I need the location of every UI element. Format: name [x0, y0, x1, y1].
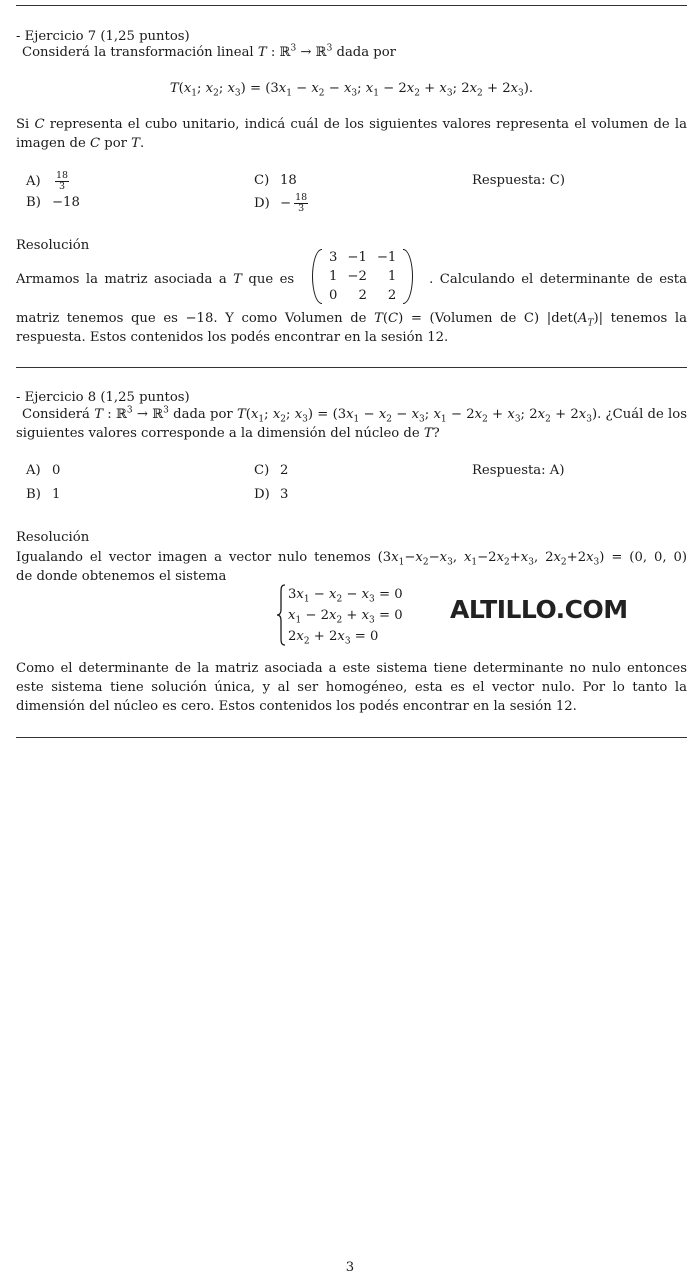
equation-2: $x_1 - 2x_2 + x_3 = 0$ [288, 608, 403, 626]
ex8-option-c: C) 2 [254, 463, 289, 478]
ex7-title: - Ejercicio 7 (1,25 puntos) [16, 29, 190, 44]
system-equations [288, 584, 403, 647]
ex8-resolucion-line1: Igualando el vector imagen a vector nulo tenemos ($3x_1-x_2-x_3$, $x_1-2x_2+x_3$, $2x_2+2x_3) = (0$, 0, 0) [16, 550, 687, 568]
ex8-resolucion-line2: de donde obtenemos el sistema [16, 569, 227, 584]
ex7-intro: Considerá la transformación lineal T : ℝ$^3$ → ℝ$^3$ dada por [22, 43, 396, 60]
ex7-resolucion-title: Resolución [16, 238, 90, 253]
ex7-option-a: A) $\frac{18}{3}$ [26, 170, 69, 192]
ex7-option-d: D) − $\frac{18}{3}$ [254, 192, 308, 214]
left-brace [276, 584, 286, 646]
equation-1: $3x_1 - x_2 - x_3 = 0$ [288, 587, 403, 605]
section-rule [16, 367, 687, 368]
ex7-question: Si C representa el cubo unitario, indicá cuál de los siguientes valores representa el volumen de la imagen de C por T. [16, 117, 687, 151]
ex8-option-b: B) 1 [26, 487, 61, 502]
ex8-system [276, 584, 436, 648]
ex8-resolucion-title: Resolución [16, 530, 90, 545]
ex7-matrix: 3 −1 −1 1 −2 1 0 2 2 [312, 248, 413, 305]
ex7-resolucion-line1: Armamos la matriz asociada a T que es . Calculando el determinante de esta 3 −1 −1 1 −2 1 0 2 2 [16, 250, 687, 303]
altillo-watermark: ALTILLO.COM [450, 595, 628, 624]
fraction: $\frac{18}{3}$ [56, 170, 69, 192]
equation-3: $2x_2 + 2x_3 = 0$ [288, 629, 379, 647]
bottom-rule [16, 737, 687, 738]
ex7-answer: Respuesta: C) [472, 173, 566, 188]
ex8-option-a: A) 0 [26, 463, 61, 478]
page-number: 3 [345, 1260, 355, 1275]
ex7-option-c: C) 18 [254, 173, 297, 188]
ex7-formula: $T(x_1$; $x_2$; $x_3) = (3x_1 - x_2 - x_3$; $x_1 - 2x_2 + x_3$; $2x_2 + 2x_3$). [169, 81, 534, 99]
ex8-intro: Considerá T : ℝ$^3$ → ℝ$^3$ dada por $T(x_1$; $x_2$; $x_3) = (3x_1 - x_2 - x_3$; $x_1 - 2x_2 + x_3$; $2x_2 + 2x_3$). ¿Cuál de los siguientes valores corresponde a la dimensión del núcleo de T? [16, 405, 687, 441]
top-rule [16, 5, 687, 6]
ex7-option-b: B) −18 [26, 195, 80, 210]
fraction: $\frac{18}{3}$ [295, 192, 308, 214]
ex8-answer: Respuesta: A) [472, 463, 565, 478]
ex8-title: - Ejercicio 8 (1,25 puntos) [16, 390, 190, 405]
ex8-option-d: D) 3 [254, 487, 289, 502]
ex8-resolucion-text: Como el determinante de la matriz asociada a este sistema tiene determinante no nulo entonces este sistema tiene solución única, y al ser homogéneo, esta es el vector nulo. Por lo tanto la dimensión del núcleo es cero. Estos contenidos los podés encontrar en la sesión 12. [16, 661, 687, 714]
ex7-resolucion-text: matriz tenemos que es −18. Y como Volumen de T(C) = (Volumen de C) $|\det(A_T)|$ tenemos la respuesta. Estos contenidos los podés encontrar en la sesión 12. [16, 311, 687, 345]
